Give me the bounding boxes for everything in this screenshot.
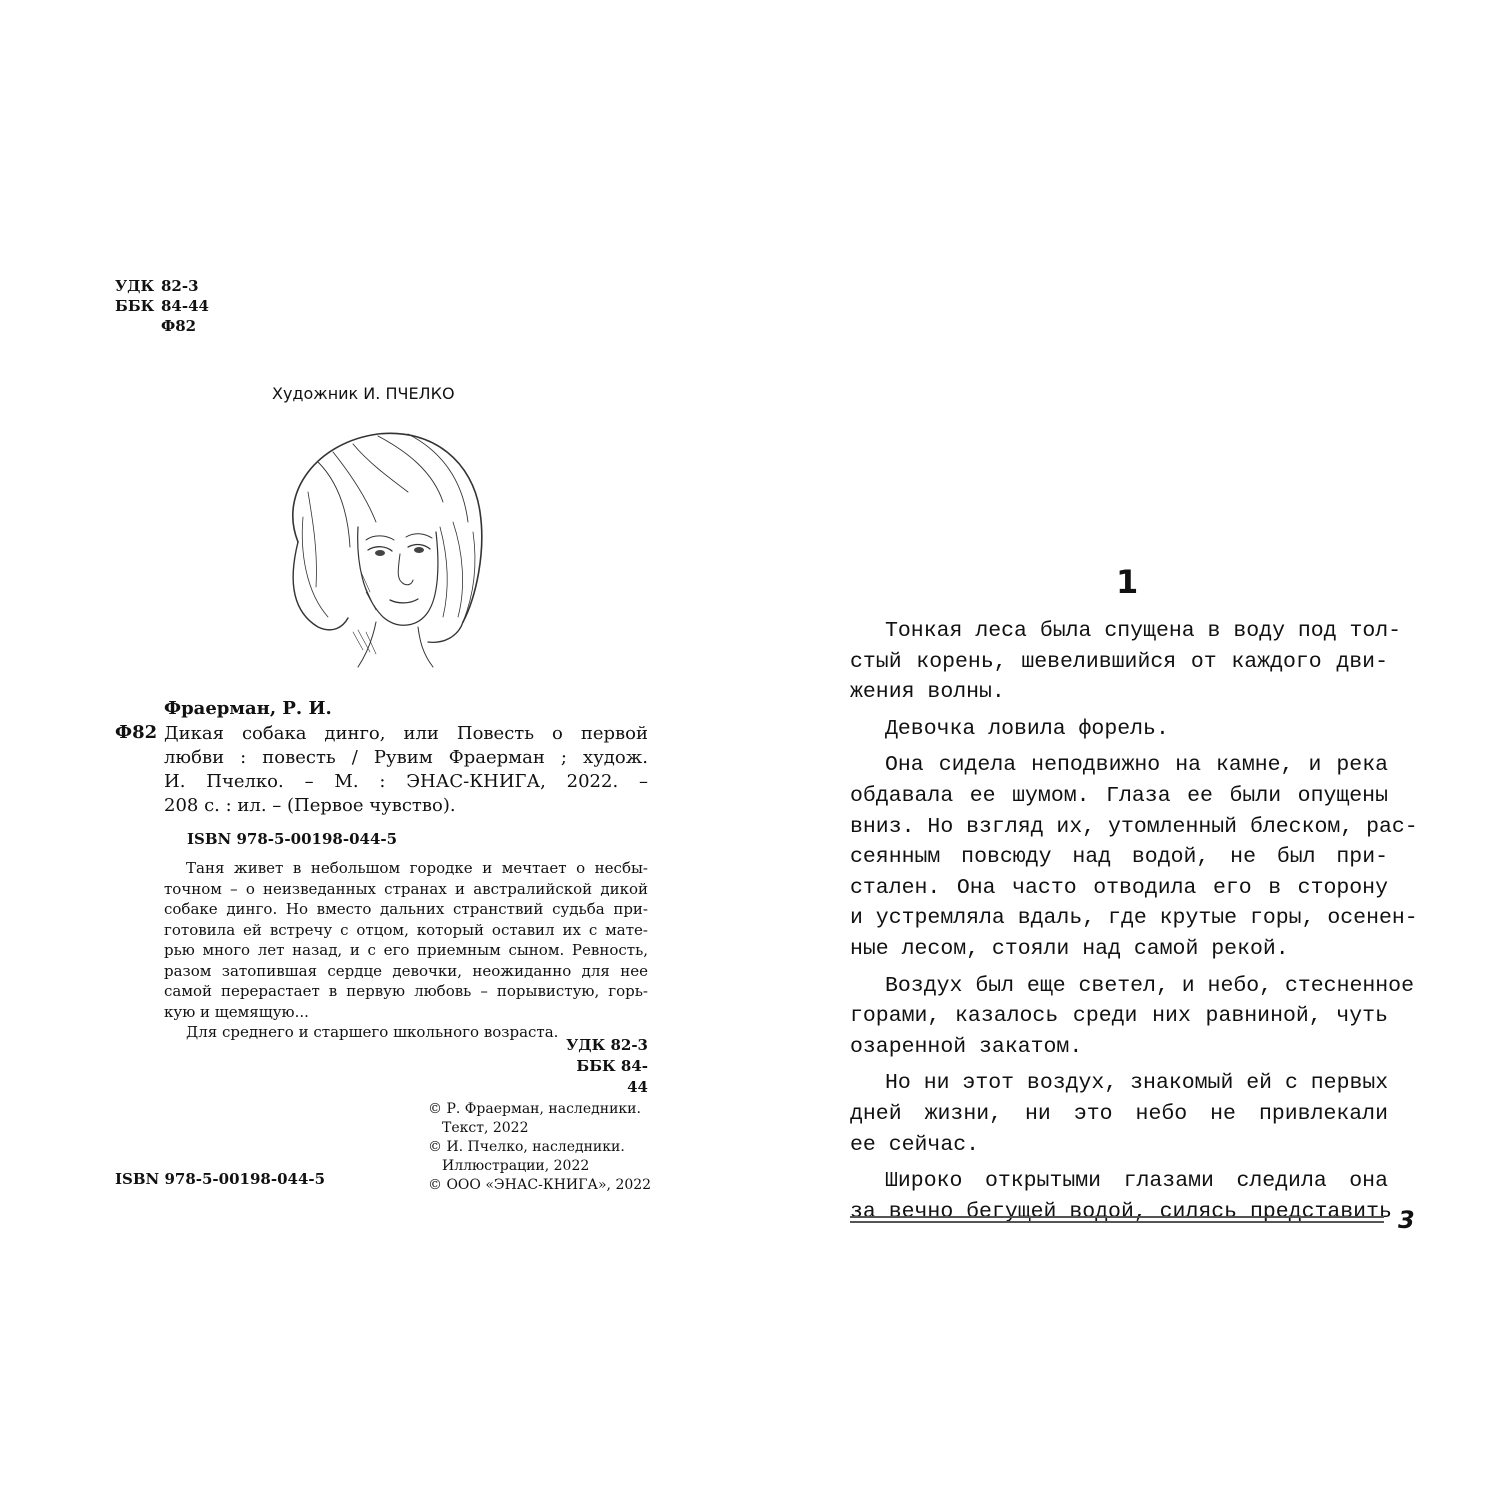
- story-line: Она сидела неподвижно на камне, и река: [885, 753, 1388, 778]
- udk-value: 82-3: [161, 277, 199, 295]
- author-cipher: Ф82: [161, 317, 197, 335]
- story-line: Тонкая леса была спущена в воду под тол-: [885, 619, 1402, 643]
- isbn-record: ISBN 978-5-00198-044-5: [187, 830, 398, 848]
- story-line: Девочка ловила форель.: [885, 716, 1169, 741]
- bbk-right-line: ББК 84-44: [576, 1057, 648, 1096]
- biblio-line: Дикая собака динго, или Повесть о первой: [164, 723, 648, 744]
- girl-portrait-illustration: [258, 422, 490, 672]
- biblio-line: любви : повесть / Рувим Фраерман ; худож.: [164, 747, 648, 768]
- illustrator-credit: Художник И. ПЧЕЛКО: [272, 384, 455, 403]
- copyright-line: © Р. Фраерман, наследники.: [428, 1101, 641, 1117]
- story-line: вниз. Но взгляд их, утомленный блеском, рас-: [850, 814, 1418, 839]
- annotation-line: Для среднего и старшего школьного возраста.: [186, 1023, 559, 1041]
- story-line: и устремляла вдаль, где крутые горы, осенен-: [850, 906, 1418, 931]
- annotation-line: самой перерастает в первую любовь – порывистую, горь-: [164, 982, 648, 1000]
- story-line: горами, казалось среди них равниной, чуть: [850, 1004, 1388, 1029]
- page-number: 3: [1398, 1206, 1415, 1234]
- story-line: озаренной закатом.: [850, 1034, 1083, 1059]
- story-line: обдавала ее шумом. Глаза ее были опущены: [850, 783, 1388, 808]
- story-line: ее сейчас.: [850, 1132, 980, 1157]
- annotation-line: разом затопившая сердце девочки, неожиданно для нее: [164, 961, 648, 980]
- story-text: [850, 616, 1418, 1227]
- copyright-block: [428, 1100, 651, 1195]
- story-line: жения волны.: [850, 680, 1005, 705]
- annotation-line: собаке динго. Но вместо дальних странствий судьба при-: [164, 900, 648, 918]
- record-author: Фраерман, Р. И.: [164, 698, 332, 719]
- story-line: Но ни этот воздух, знакомый ей с первых: [885, 1071, 1389, 1096]
- copyright-line: © ООО «ЭНАС-КНИГА», 2022: [428, 1177, 652, 1193]
- footer-double-rule: [850, 1216, 1384, 1223]
- bibliographic-description: [164, 722, 648, 818]
- story-line: дней жизни, ни это небо не привлекали: [850, 1101, 1388, 1126]
- story-line: за вечно бегущей водой, силясь представить: [850, 1199, 1392, 1224]
- annotation-line: Таня живет в небольшом городке и мечтает о несбы-: [186, 859, 648, 877]
- isbn-bottom: ISBN 978-5-00198-044-5: [115, 1170, 326, 1188]
- story-line: стален. Она часто отводила его в сторону: [850, 875, 1388, 900]
- story-line: стый корень, шевелившийся от каждого дви-: [850, 649, 1388, 674]
- bbk-value: 84-44: [161, 297, 209, 315]
- biblio-line: 208 с. : ил. – (Первое чувство).: [164, 795, 456, 816]
- classification-block: [115, 276, 209, 336]
- story-line: Воздух был еще светел, и небо, стесненное: [885, 973, 1414, 998]
- annotation-line: рью много лет назад, и с его приемным сыном. Ревность,: [164, 941, 648, 959]
- udk-bbk-right: [560, 1035, 648, 1098]
- udk-label: УДК: [115, 277, 155, 295]
- copyright-line: © И. Пчелко, наследники.: [428, 1139, 625, 1155]
- story-line: Широко открытыми глазами следила она: [885, 1169, 1388, 1194]
- udk-right-line: УДК 82-3: [566, 1036, 648, 1054]
- annotation-line: готовила ей встречу с отцом, который оставил их с мате-: [164, 920, 648, 939]
- biblio-line: И. Пчелко. – М. : ЭНАС-КНИГА, 2022. –: [164, 771, 648, 792]
- annotation-line: кую и щемящую...: [164, 1002, 309, 1021]
- copyright-line: Иллюстрации, 2022: [442, 1158, 590, 1174]
- bbk-label: ББК: [115, 297, 155, 315]
- copyright-line: Текст, 2022: [442, 1120, 529, 1136]
- annotation-line: точном – о неизведанных странах и австралийской дикой: [164, 879, 648, 898]
- chapter-number: 1: [1116, 563, 1139, 601]
- record-cipher: Ф82: [115, 722, 158, 743]
- story-line: ные лесом, стояли над самой рекой.: [850, 936, 1289, 961]
- annotation: [164, 858, 648, 1043]
- story-line: сеянным повсюду над водой, не был при-: [850, 845, 1388, 870]
